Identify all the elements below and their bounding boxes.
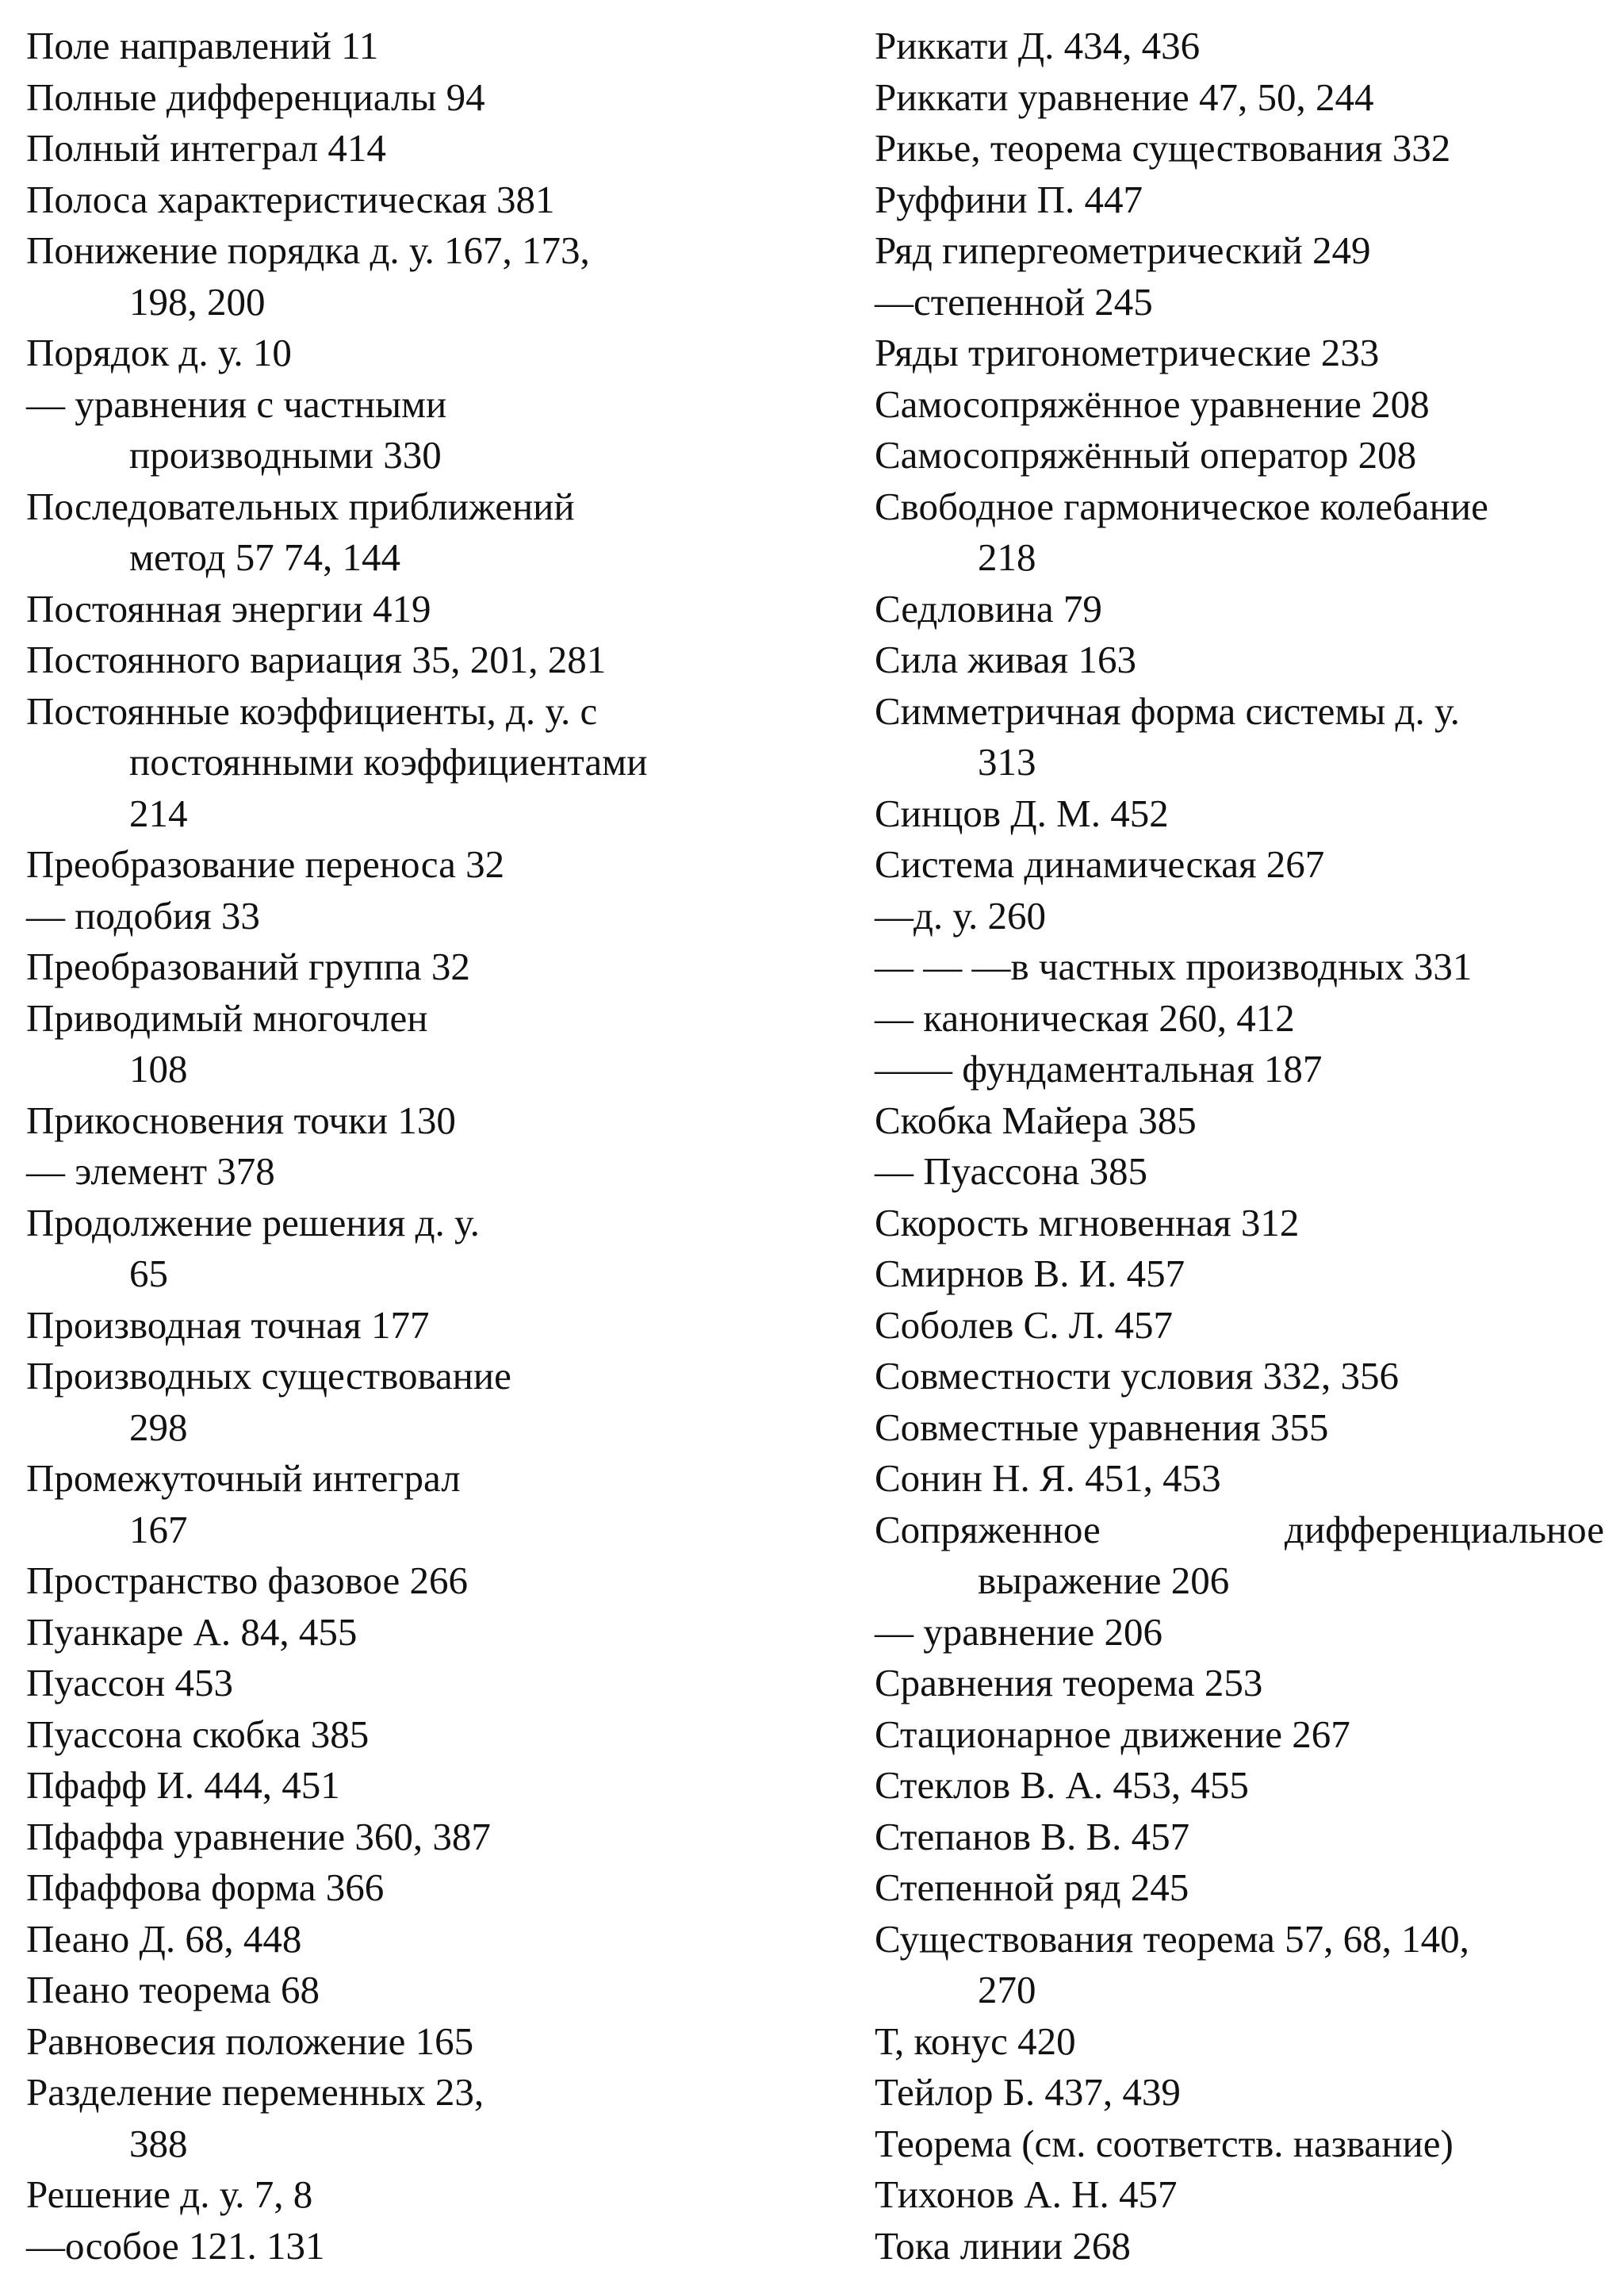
- index-entry-text: Прикосновения точки 130: [26, 1098, 456, 1142]
- index-entry-text: Пространство фазовое 266: [26, 1559, 469, 1602]
- index-entry: [26, 72, 827, 124]
- index-entry-text: Скобка Майера 385: [875, 1098, 1197, 1142]
- index-entry: [875, 941, 1604, 993]
- index-entry-text: Система динамическая 267: [875, 842, 1325, 886]
- index-entry-text: Пфаффова форма 366: [26, 1865, 385, 1909]
- index-entry: [875, 72, 1604, 124]
- index-entry-text: Решение д. у. 7, 8: [26, 2172, 313, 2216]
- index-entry-text: Сила живая 163: [875, 638, 1136, 681]
- index-column-right: [875, 21, 1604, 2272]
- index-entry-text: Полные дифференциалы 94: [26, 75, 485, 119]
- index-entry: [875, 2221, 1604, 2272]
- index-entry: [875, 584, 1604, 635]
- index-entry: [875, 1402, 1604, 1454]
- index-entry-text: Порядок д. у. 10: [26, 331, 292, 374]
- index-entry-text: Совместности условия 332, 356: [875, 1354, 1400, 1398]
- index-entry-continuation: 388: [129, 2121, 188, 2165]
- index-entry-text: Промежуточный интеграл: [26, 1456, 461, 1500]
- index-entry-text: — Пуассона 385: [875, 1149, 1147, 1193]
- index-entry: [875, 1248, 1604, 1300]
- index-entry: [26, 1862, 827, 1914]
- index-entry-word: Сопряженное: [875, 1507, 1101, 1551]
- index-entry: [26, 635, 827, 686]
- index-entry-text: Постоянные коэффициенты, д. у. с: [26, 688, 598, 733]
- index-entry-text: Свободное гармоническое колебание: [875, 484, 1488, 528]
- index-entry-text: — каноническая 260, 412: [875, 995, 1295, 1040]
- index-entry-text: — уравнение 206: [875, 1609, 1163, 1654]
- index-entry: [875, 1453, 1604, 1505]
- index-entry: [26, 1198, 827, 1300]
- index-column-left: [26, 21, 827, 2272]
- index-entry: [875, 686, 1604, 788]
- index-entry-text: Существования теорема 57, 68, 140,: [875, 1916, 1469, 1961]
- index-entry: [875, 635, 1604, 686]
- index-entry-text: Полный интеграл 414: [26, 126, 386, 170]
- index-entry: [875, 21, 1604, 72]
- index-entry: [26, 1914, 827, 1965]
- index-entry-text: Риккати уравнение 47, 50, 244: [875, 75, 1374, 119]
- index-entry-text: Смирнов В. И. 457: [875, 1252, 1185, 1295]
- index-entry-text: Стационарное движение 267: [875, 1712, 1350, 1756]
- index-entry-text: Рикье, теорема существования 332: [875, 126, 1451, 170]
- index-entry-continuation: производными 330: [129, 433, 442, 477]
- index-entry-text: Пфафф И. 444, 451: [26, 1763, 340, 1807]
- index-entry-text: Приводимый многочлен: [26, 995, 428, 1040]
- index-entry-text: Пеано теорема 68: [26, 1968, 320, 2011]
- index-entry-text: Сонин Н. Я. 451, 453: [875, 1456, 1221, 1500]
- index-entry-text: Производных существование: [26, 1354, 511, 1398]
- index-entry-text: Т, конус 420: [875, 2019, 1076, 2063]
- index-entry-text: Ряды тригонометрические 233: [875, 331, 1380, 374]
- index-entry: [26, 2169, 827, 2221]
- index-entry-continuation: 218: [978, 535, 1036, 579]
- index-entry: [26, 379, 827, 481]
- index-entry-text: Степанов В. В. 457: [875, 1814, 1190, 1858]
- index-entry-text: Стеклов В. А. 453, 455: [875, 1763, 1249, 1807]
- index-entry-text: Преобразование переноса 32: [26, 842, 505, 886]
- index-entry: [875, 788, 1604, 840]
- index-entry: [875, 174, 1604, 226]
- index-entry: [26, 1146, 827, 1198]
- index-entry-continuation: 198, 200: [129, 279, 266, 324]
- index-entry: [875, 2016, 1604, 2068]
- index-entry-text: Синцов Д. М. 452: [875, 791, 1169, 835]
- index-entry-text: —— фундаментальная 187: [875, 1047, 1323, 1091]
- index-entry-text: Равновесия положение 165: [26, 2019, 474, 2063]
- index-entry-continuation: 167: [129, 1507, 188, 1551]
- index-entry-text: Самосопряжённый оператор 208: [875, 433, 1417, 477]
- index-entry-text: Скорость мгновенная 312: [875, 1200, 1300, 1244]
- index-entry-text: Понижение порядка д. у. 167, 173,: [26, 228, 590, 272]
- index-entry: [26, 225, 827, 328]
- index-entry: [875, 1709, 1604, 1761]
- index-entry: [26, 123, 827, 174]
- index-entry: [26, 1965, 827, 2016]
- index-entry: [26, 584, 827, 635]
- index-entry-text: Постоянного вариация 35, 201, 281: [26, 638, 607, 681]
- index-entry: [875, 1300, 1604, 1352]
- index-entry: [875, 1044, 1604, 1095]
- index-entry: [26, 1095, 827, 1147]
- index-entry-text: Преобразований группа 32: [26, 945, 470, 988]
- index-entry: [26, 1607, 827, 1658]
- index-entry-text: —степенной 245: [875, 279, 1153, 324]
- index-entry-text: Пеано Д. 68, 448: [26, 1916, 302, 1961]
- index-entry: [26, 2067, 827, 2169]
- index-entry-text: —д. у. 260: [875, 893, 1047, 938]
- index-entry: [26, 1709, 827, 1761]
- index-entry: [26, 1351, 827, 1453]
- index-entry-continuation: 65: [129, 1252, 168, 1295]
- index-entry-text: Тихонов А. Н. 457: [875, 2172, 1178, 2216]
- index-entry: [26, 481, 827, 584]
- index-entry-text: Тока линии 268: [875, 2223, 1131, 2268]
- index-entry: [875, 1146, 1604, 1198]
- index-entry-text: Поле направлений 11: [26, 24, 379, 67]
- index-entry: [875, 481, 1604, 584]
- index-entry: [875, 123, 1604, 174]
- index-entry: [26, 1760, 827, 1812]
- index-entry-continuation: 298: [129, 1405, 188, 1449]
- index-entry: [875, 1198, 1604, 1249]
- index-entry-continuation: постоянными коэффициентами: [129, 740, 648, 784]
- index-entry: [875, 225, 1604, 277]
- index-entry: [875, 1760, 1604, 1812]
- index-entry-text: Совместные уравнения 355: [875, 1405, 1329, 1449]
- index-entry-text: Степенной ряд 245: [875, 1865, 1189, 1909]
- index-entry: [26, 1658, 827, 1709]
- index-entry: [875, 2169, 1604, 2221]
- index-entry-text: — — —в частных производных 331: [875, 945, 1473, 988]
- index-entry-text: Седловина 79: [875, 586, 1102, 631]
- index-entry-continuation: 313: [978, 740, 1036, 784]
- index-entry-text: Симметричная форма системы д. у.: [875, 688, 1460, 733]
- index-entry-text: Последовательных приближений: [26, 484, 575, 528]
- index-entry-text: Пфаффа уравнение 360, 387: [26, 1814, 491, 1858]
- index-entry-text: Риккати Д. 434, 436: [875, 24, 1201, 67]
- index-entry: [875, 430, 1604, 481]
- index-entry: [875, 1914, 1604, 2016]
- index-entry: [26, 21, 827, 72]
- index-entry-text: Соболев С. Л. 457: [875, 1302, 1173, 1347]
- index-entry: [875, 2119, 1604, 2170]
- index-entry-text: Пуассон 453: [26, 1661, 233, 1704]
- index-entry-text: Пуассона скобка 385: [26, 1712, 370, 1756]
- index-entry-text: Разделение переменных 23,: [26, 2070, 485, 2114]
- index-entry: [26, 1812, 827, 1863]
- index-entry-continuation: 108: [129, 1047, 188, 1091]
- index-entry-continuation: метод 57 74, 144: [129, 535, 401, 579]
- index-entry-continuation: 270: [978, 1968, 1036, 2011]
- index-entry-text: [875, 1505, 1604, 1556]
- index-entry-text: Сравнения теорема 253: [875, 1661, 1263, 1704]
- index-entry: [26, 328, 827, 379]
- index-entry: [875, 277, 1604, 328]
- index-entry: [875, 1658, 1604, 1709]
- index-entry: [875, 328, 1604, 379]
- index-entry: [875, 1607, 1604, 1658]
- index-entry: [875, 1862, 1604, 1914]
- index-entry-text: Пуанкаре А. 84, 455: [26, 1609, 358, 1654]
- index-entry-text: Руффини П. 447: [875, 177, 1143, 221]
- index-entry: [26, 839, 827, 891]
- index-entry: [875, 891, 1604, 942]
- index-entry-text: Теорема (см. соответств. название): [875, 2121, 1454, 2165]
- index-entry-text: Тейлор Б. 437, 439: [875, 2070, 1181, 2114]
- index-entry-text: Производная точная 177: [26, 1302, 430, 1347]
- index-entry-text: Постоянная энергии 419: [26, 586, 431, 631]
- index-entry-text: — уравнения с частными: [26, 382, 447, 426]
- index-entry: [26, 174, 827, 226]
- index-entry-word: дифференциальное: [1284, 1507, 1604, 1551]
- index-entry: [875, 1812, 1604, 1863]
- index-entry: [26, 941, 827, 993]
- index-entry: [875, 1095, 1604, 1147]
- index-entry: [875, 993, 1604, 1045]
- index-entry-text: Полоса характеристическая 381: [26, 177, 555, 221]
- index-entry: [875, 1505, 1604, 1607]
- index-entry: [875, 2067, 1604, 2119]
- index-entry-text: —особое 121. 131: [26, 2223, 325, 2268]
- index-entry-continuation: 214: [129, 791, 188, 835]
- index-entry: [26, 1555, 827, 1607]
- index-entry-text: Ряд гипергеометрический 249: [875, 228, 1371, 272]
- index-entry: [26, 891, 827, 942]
- index-entry-text: — элемент 378: [26, 1149, 275, 1193]
- index-entry: [26, 2221, 827, 2272]
- index-entry-text: Самосопряжённое уравнение 208: [875, 382, 1430, 426]
- index-entry: [26, 2016, 827, 2068]
- index-entry: [26, 686, 827, 840]
- index-entry-text: — подобия 33: [26, 893, 260, 938]
- index-entry: [875, 379, 1604, 431]
- index-entry: [26, 993, 827, 1095]
- index-entry: [26, 1300, 827, 1352]
- index-entry: [875, 839, 1604, 891]
- index-entry-text: Продолжение решения д. у.: [26, 1200, 480, 1244]
- index-entry: [875, 1351, 1604, 1402]
- index-entry: [26, 1453, 827, 1555]
- index-entry-continuation: выражение 206: [978, 1559, 1230, 1602]
